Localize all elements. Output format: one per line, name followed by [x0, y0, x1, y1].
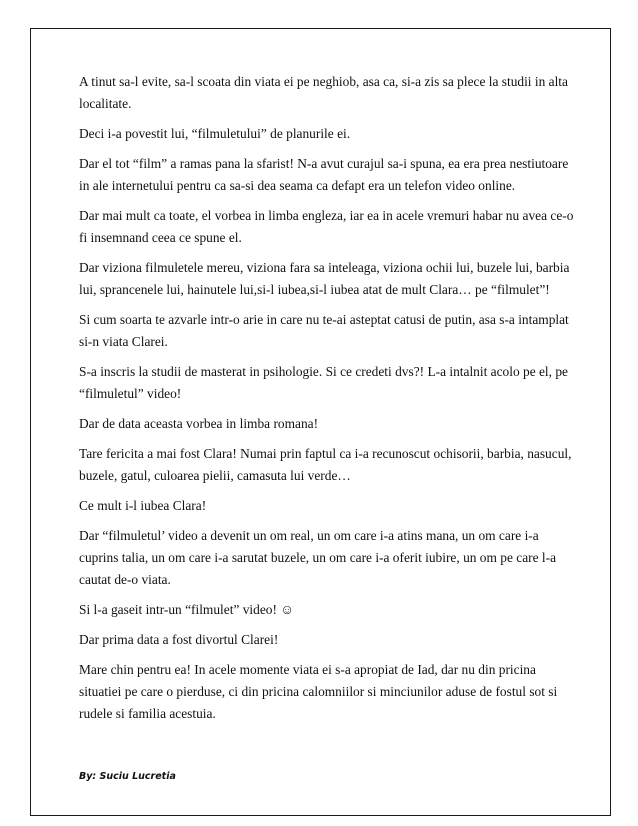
paragraph: Mare chin pentru ea! In acele momente viata ei s-a apropiat de Iad, dar nu din pricina situatiei pe care o pierduse, ci din pricina calomniilor si minciunilor aduse de fostul sot si rudele si familia acestuia. — [79, 662, 558, 721]
paragraph: Dar el tot “film” a ramas pana la sfarist! N-a avut curajul sa-i spuna, ea era prea nestiutoare in ale internetului pentru ca sa-si dea seama ca defapt era un telefon video online. — [79, 156, 569, 193]
paragraph: Deci i-a povestit lui, “filmuletului” de planurile ei. — [79, 126, 351, 141]
document-page — [30, 28, 611, 816]
paragraph: S-a inscris la studii de masterat in psihologie. Si ce credeti dvs?! L-a intalnit acolo pe el, pe “filmuletul” video! — [79, 364, 568, 401]
paragraph: Dar prima data a fost divortul Clarei! — [79, 632, 279, 647]
author-footer: By: Suciu Lucretia — [79, 771, 176, 782]
paragraph: Dar “filmuletul’ video a devenit un om real, un om care i-a atins mana, un om care i-a cuprins talia, un om care i-a sarutat buzele, un om care i-a oferit iubire, un om pe care l-a cautat de-o viata. — [79, 528, 557, 587]
paragraph: Ce mult i-l iubea Clara! — [79, 498, 207, 513]
paragraph: Dar de data aceasta vorbea in limba romana! — [79, 416, 319, 431]
paragraph: Tare fericita a mai fost Clara! Numai prin faptul ca i-a recunoscut ochisorii, barbia, nasucul, buzele, gatul, culoarea pielii, camasuta lui verde… — [79, 446, 572, 483]
paragraph: Dar viziona filmuletele mereu, viziona fara sa inteleaga, viziona ochii lui, buzele lui, barbia lui, sprancenele lui, hainutele lui,si-l iubea,si-l iubea atat de mult Clara… pe “filmulet”! — [79, 260, 570, 297]
paragraph: Si cum soarta te azvarle intr-o arie in care nu te-ai asteptat catusi de putin, asa s-a intamplat si-n viata Clarei. — [79, 312, 569, 349]
paragraph: Dar mai mult ca toate, el vorbea in limba engleza, iar ea in acele vremuri habar nu avea ce-o fi insemnand ceea ce spune el. — [79, 208, 574, 245]
paragraph: A tinut sa-l evite, sa-l scoata din viata ei pe neghiob, asa ca, si-a zis sa plece la studii in alta localitate. — [79, 74, 568, 111]
paragraph: Si l-a gaseit intr-un “filmulet” video! ☺ — [79, 602, 294, 617]
document-body — [79, 71, 579, 733]
